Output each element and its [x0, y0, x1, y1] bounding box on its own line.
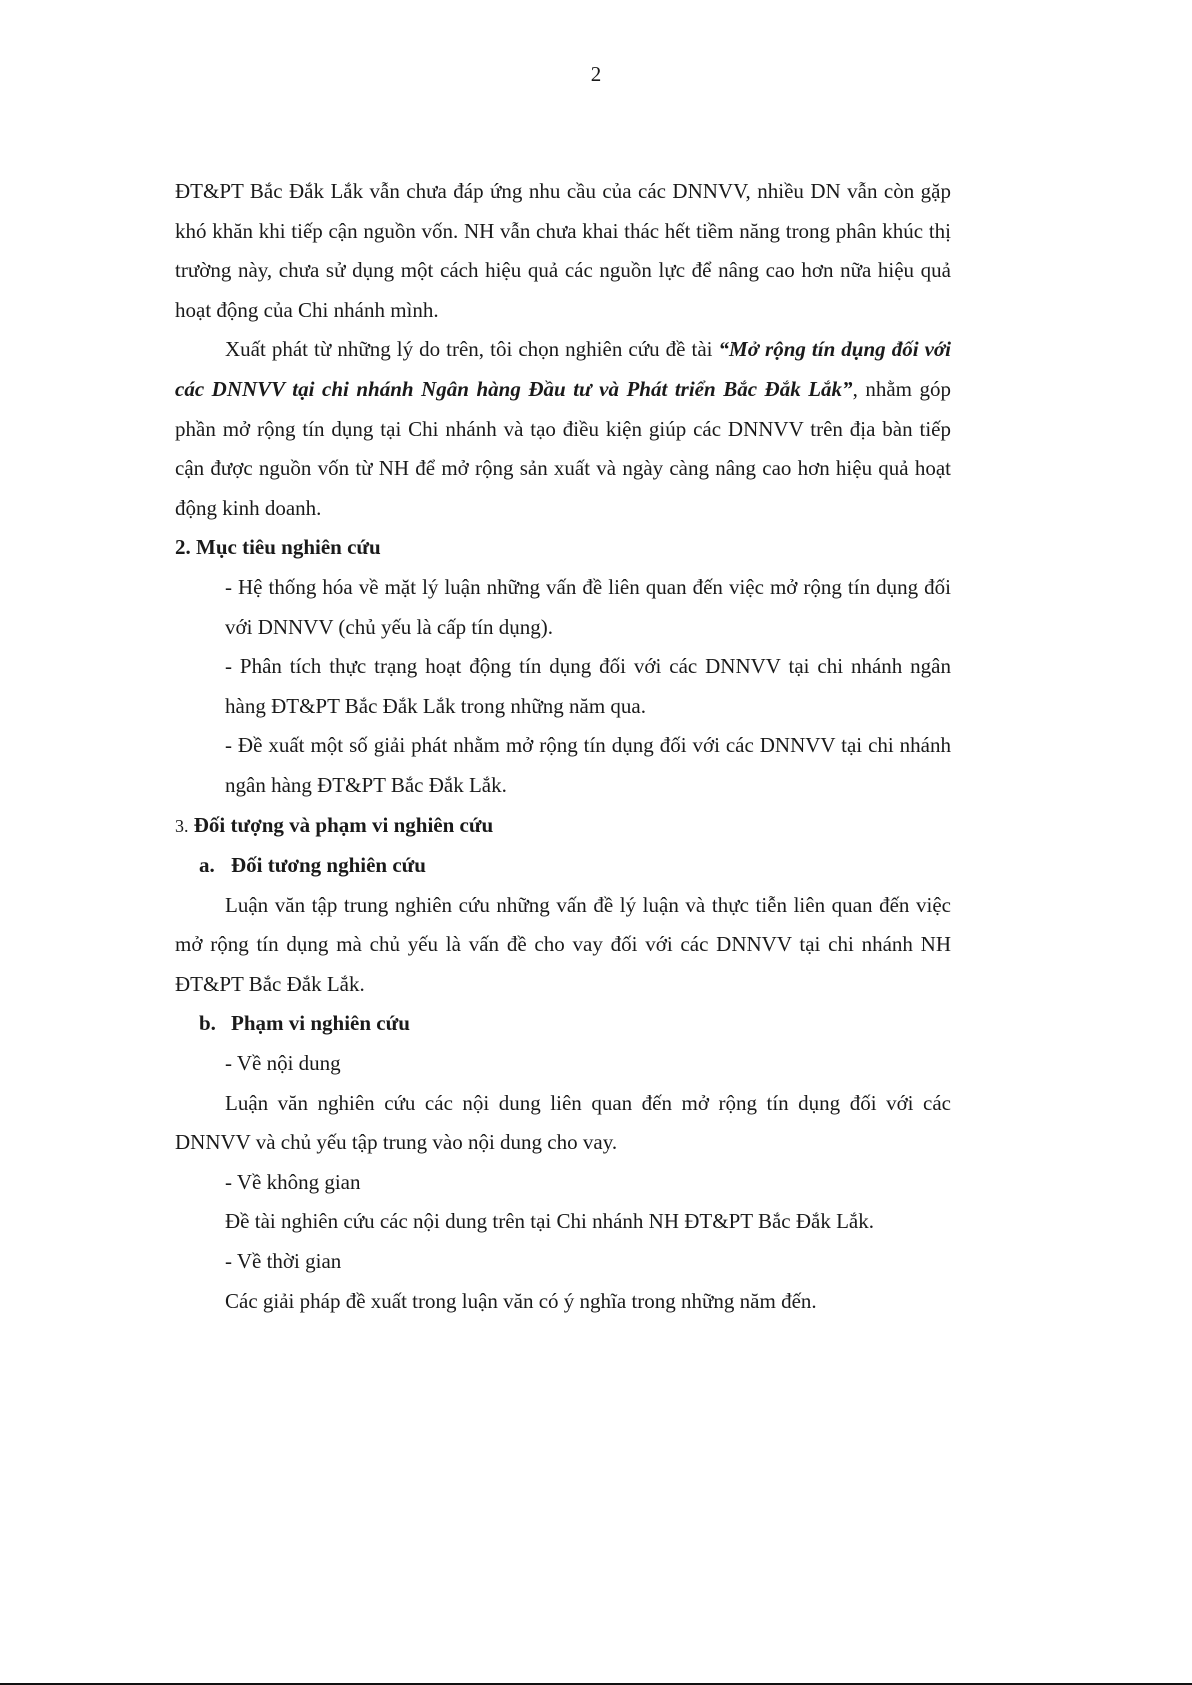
scope-space-paragraph: Đề tài nghiên cứu các nội dung trên tại Chi nhánh NH ĐT&PT Bắc Đắk Lắk.	[225, 1209, 875, 1234]
subsection-a-label: a.	[199, 853, 215, 878]
subsection-a-title: Đối tương nghiên cứu	[231, 853, 426, 878]
research-object-paragraph: Luận văn tập trung nghiên cứu những vấn đề lý luận và thực tiễn liên quan đến việc mở rộng tín dụng mà chủ yếu là vấn đề cho vay đối với các DNNVV tại chi nhánh NH ĐT&PT Bắc Đắk Lắk.	[175, 892, 951, 996]
scope-content-label: - Về nội dung	[225, 1051, 341, 1076]
subsection-a-heading	[199, 846, 951, 886]
page-number: 2	[590, 62, 602, 86]
objective-item: - Hệ thống hóa về mặt lý luận những vấn đề liên quan đến việc mở rộng tín dụng đối với DNNVV (chủ yếu là cấp tín dụng).	[225, 574, 951, 639]
scope-content-paragraph: Luận văn nghiên cứu các nội dung liên quan đến mở rộng tín dụng đối với các DNNVV và chủ yếu tập trung vào nội dung cho vay.	[175, 1090, 951, 1155]
subsection-b-heading	[199, 1004, 951, 1044]
section-3-number: 3.	[175, 815, 189, 836]
scope-space-label: - Về không gian	[225, 1169, 361, 1194]
subsection-b-label: b.	[199, 1011, 216, 1036]
scope-time-paragraph: Các giải pháp đề xuất trong luận văn có ý nghĩa trong những năm đến.	[225, 1288, 817, 1313]
objective-item: - Phân tích thực trạng hoạt động tín dụng đối với các DNNVV tại chi nhánh ngân hàng ĐT&PT Bắc Đắk Lắk trong những năm qua.	[225, 654, 951, 718]
section-2-heading: 2. Mục tiêu nghiên cứu	[175, 535, 381, 560]
objective-item: - Đề xuất một số giải phát nhằm mở rộng tín dụng đối với các DNNVV tại chi nhánh ngân hàng ĐT&PT Bắc Đắk Lắk.	[225, 733, 951, 797]
thesis-title: “Mở rộng tín dụng đối với các DNNVV tại chi nhánh Ngân hàng Đầu tư và Phát triển Bắc Đắk Lắk”	[175, 337, 952, 401]
subsection-b-title: Phạm vi nghiên cứu	[231, 1011, 410, 1036]
section-3-title: Đối tượng và phạm vi nghiên cứu	[193, 812, 494, 837]
document-body	[175, 172, 951, 1321]
scope-time-label: - Về thời gian	[225, 1249, 342, 1274]
topic-selection-lead: Xuất phát từ những lý do trên, tôi chọn nghiên cứu đề tài	[225, 337, 719, 362]
paragraph-topic-selection	[175, 330, 951, 528]
section-3-heading	[175, 806, 951, 847]
paragraph-intro-continued: ĐT&PT Bắc Đắk Lắk vẫn chưa đáp ứng nhu cầu của các DNNVV, nhiều DN vẫn còn gặp khó khăn khi tiếp cận nguồn vốn. NH vẫn chưa khai thác hết tiềm năng trong phân khúc thị trường này, chưa sử dụng một cách hiệu quả các nguồn lực để nâng cao hơn nữa hiệu quả hoạt động của Chi nhánh mình.	[175, 179, 951, 322]
topic-selection-rest: , nhằm góp phần mở rộng tín dụng tại Chi nhánh và tạo điều kiện giúp các DNNVV trên địa bàn tiếp cận được nguồn vốn từ NH để mở rộng sản xuất và ngày càng nâng cao hơn hiệu quả hoạt động kinh doanh.	[175, 376, 952, 520]
